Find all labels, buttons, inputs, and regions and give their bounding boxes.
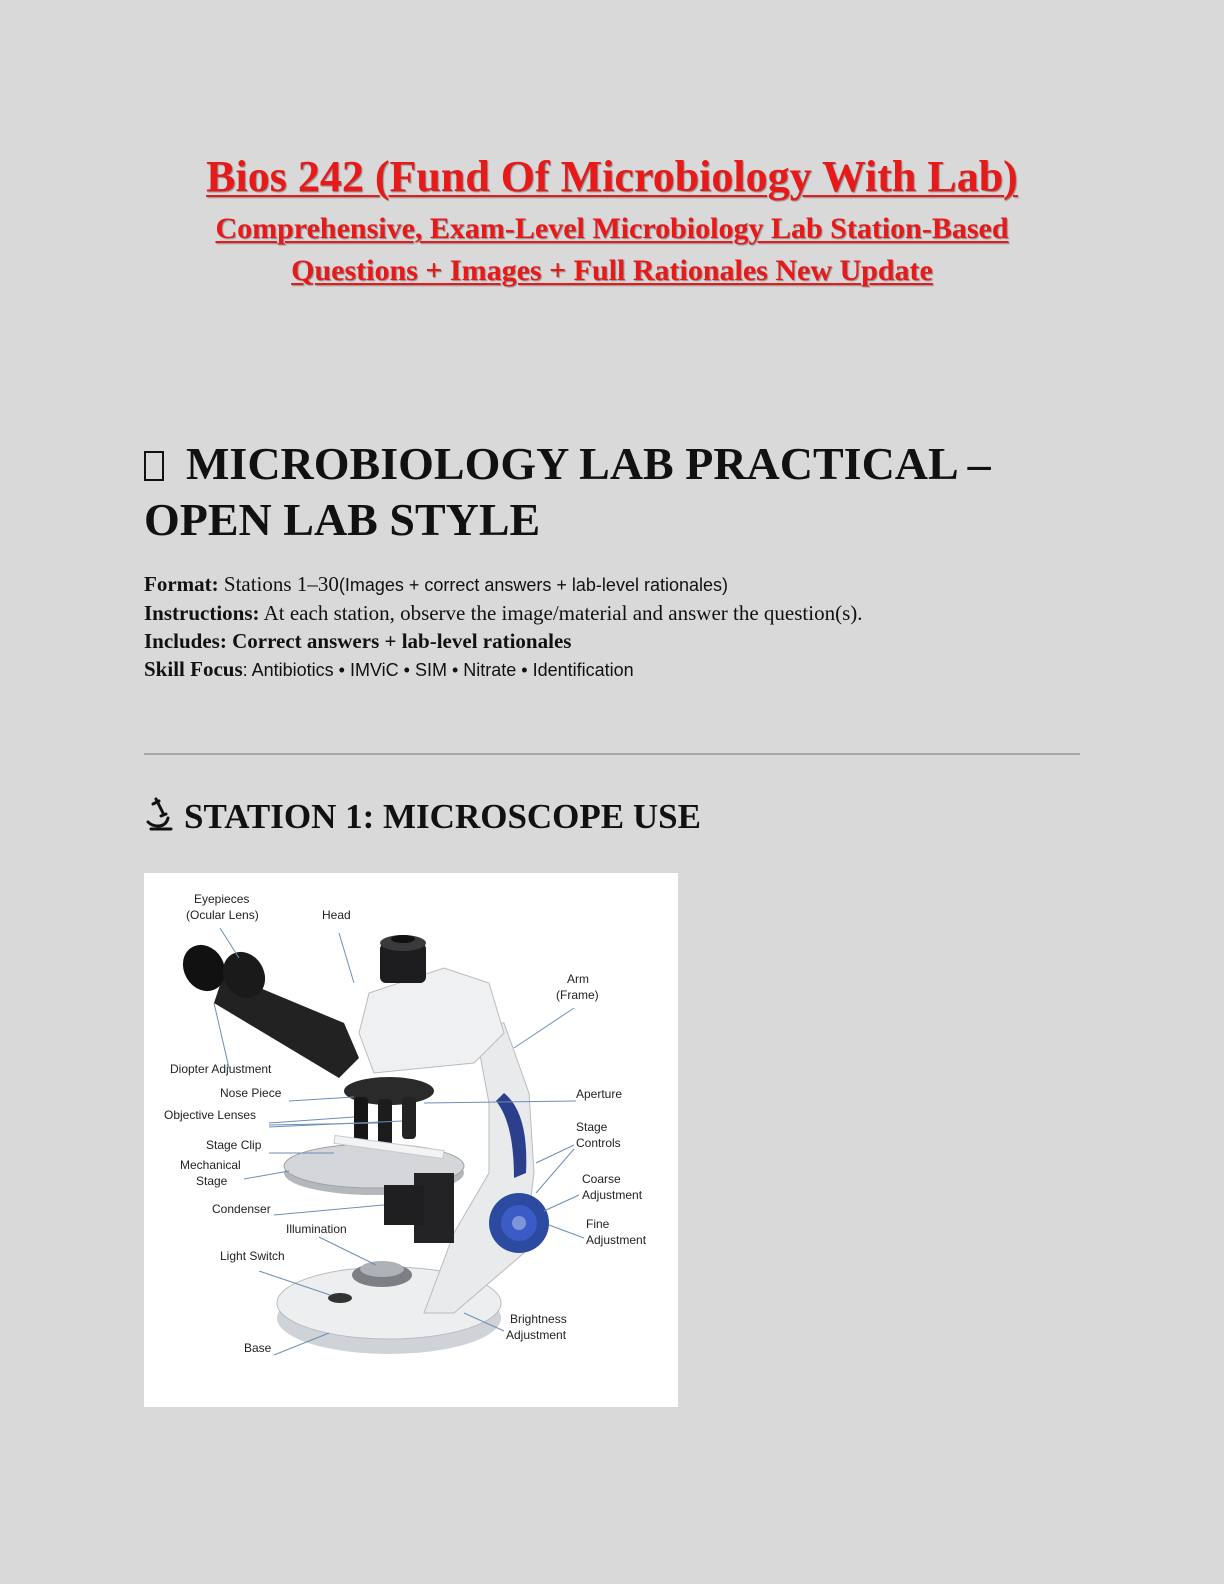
- document-subtitle: [144, 208, 1080, 292]
- instructions-label: Instructions:: [144, 601, 260, 625]
- skill-focus-label: Skill Focus: [144, 657, 243, 681]
- skill-focus-colon: :: [242, 660, 248, 680]
- label-eyepieces: Eyepieces: [194, 892, 250, 906]
- document-title: Bios 242 (Fund Of Microbiology With Lab): [206, 152, 1018, 201]
- skill-focus-row: [144, 655, 1084, 684]
- label-stage-clip: Stage Clip: [206, 1138, 262, 1152]
- subtitle-line-1: Comprehensive, Exam-Level Microbiology Lab Station-Based: [215, 212, 1009, 245]
- label-objective-lenses: Objective Lenses: [164, 1108, 257, 1122]
- label-coarse: Coarse: [582, 1172, 621, 1186]
- label-arm: Arm: [567, 972, 589, 986]
- label-ocular-lens: (Ocular Lens): [186, 908, 259, 922]
- subtitle-line-2: Questions + Images + Full Rationales New Update: [291, 254, 933, 287]
- label-stage: Stage: [576, 1120, 608, 1134]
- label-mechanical: Mechanical: [180, 1158, 241, 1172]
- includes-label: Includes: Correct answers + lab-level rationales: [144, 629, 572, 653]
- microscope-illustration: [144, 873, 678, 1407]
- label-coarse-adjustment: Adjustment: [582, 1188, 643, 1202]
- label-frame: (Frame): [556, 988, 599, 1002]
- format-value: Stations 1–30: [218, 572, 339, 596]
- instructions-row: [144, 599, 1084, 627]
- format-row: [144, 570, 1084, 599]
- label-brightness-adjustment: Adjustment: [506, 1328, 567, 1342]
- label-mechanical-stage: Stage: [196, 1174, 228, 1188]
- label-base: Base: [244, 1341, 272, 1355]
- label-head: Head: [322, 908, 351, 922]
- label-light-switch: Light Switch: [220, 1249, 285, 1263]
- microscope-icon: [144, 796, 174, 832]
- label-aperture: Aperture: [576, 1087, 623, 1101]
- title-block: [144, 150, 1080, 292]
- instructions-value: At each station, observe the image/material and answer the question(s).: [259, 601, 863, 625]
- label-diopter-adjustment: Diopter Adjustment: [170, 1062, 272, 1076]
- heading-line-2: OPEN LAB STYLE: [144, 494, 541, 545]
- label-illumination: Illumination: [286, 1222, 347, 1236]
- microscope-diagram: [144, 873, 678, 1407]
- label-stage-controls: Controls: [576, 1136, 621, 1150]
- format-label: Format:: [144, 572, 219, 596]
- section-heading: [144, 436, 1064, 548]
- heading-line-1: MICROBIOLOGY LAB PRACTICAL –: [186, 438, 991, 489]
- label-nose-piece: Nose Piece: [220, 1086, 282, 1100]
- practical-info: [144, 570, 1084, 684]
- label-fine-adjustment: Adjustment: [586, 1233, 647, 1247]
- skill-focus-value: Antibiotics • IMViC • SIM • Nitrate • Identification: [247, 660, 634, 680]
- station-1-title: STATION 1: MICROSCOPE USE: [184, 797, 701, 836]
- includes-row: [144, 627, 1084, 655]
- label-fine: Fine: [586, 1217, 610, 1231]
- label-brightness: Brightness: [510, 1312, 567, 1326]
- station-1-heading: [144, 796, 701, 838]
- horizontal-divider: [144, 753, 1080, 755]
- format-note: (Images + correct answers + lab-level rationales): [338, 575, 728, 595]
- label-condenser: Condenser: [212, 1202, 271, 1216]
- missing-glyph-icon: [144, 451, 164, 481]
